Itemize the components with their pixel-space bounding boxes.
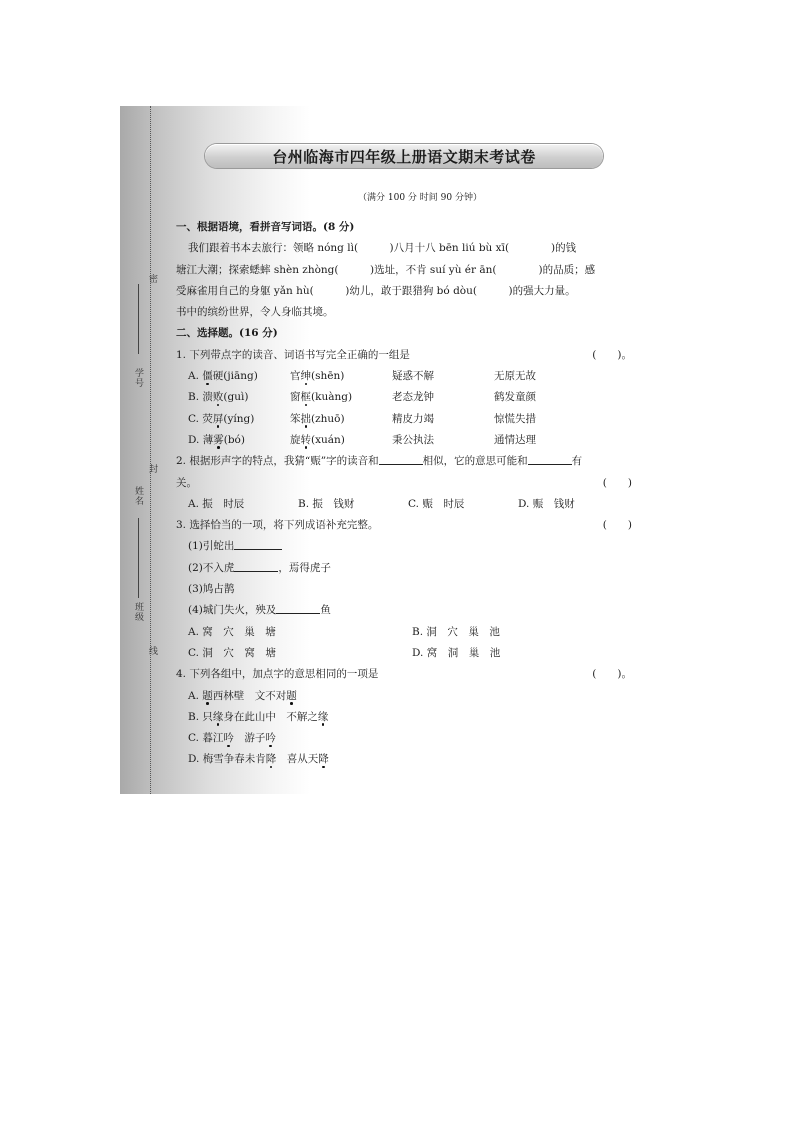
q2-option-a: A. 振 时辰 (188, 497, 245, 510)
q3-item-2: (2)不入虎 ，焉得虎子 (176, 558, 640, 579)
seal-char-xian: 线 (147, 646, 157, 656)
q2-stem-row: 2. 根据形声字的特点，我猜“赈”字的读音和 相似，它的意思可能和 有 (176, 451, 640, 472)
q4-option-c: C. 暮江吟 游子吟 (188, 732, 276, 745)
seal-char-feng: 封 (147, 464, 157, 474)
q2-option-d: D. 赈 钱财 (518, 497, 575, 510)
q4-stem: 4. 下列各组中，加点字的意思相同的一项是 (176, 668, 379, 681)
q3-option-c: C. 洞 穴 窝 塘 (188, 646, 276, 659)
page-title: 台州临海市四年级上册语文期末考试卷 (272, 147, 536, 166)
q2-options (176, 494, 640, 515)
name-label: 姓名 (133, 486, 143, 506)
section1-line-4: 书中的缤纷世界，令人身临其境。 (176, 306, 334, 319)
q4-option-a: A. 题西林壁 文不对题 (188, 689, 297, 702)
exam-content (176, 217, 640, 771)
title-banner (205, 144, 603, 168)
q3-options-row-1 (176, 622, 640, 643)
q4-stem-row (176, 664, 640, 685)
q3-options-row-2 (176, 643, 640, 664)
section1-line-1: 我们跟着书本去旅行：领略 nóng lì( )八月十八 bēn liú bù xī( )的钱 (188, 242, 577, 255)
q3-stem-row (176, 515, 640, 536)
q2-blank-1 (379, 452, 423, 465)
q1-option-b: B. 溃败(guì) 窗框(kuàng) 老态龙钟 鹤发童颜 (188, 391, 536, 404)
q3-item-4: (4)城门失火，殃及 鱼 (176, 600, 640, 621)
q1-option-c: C. 荧屏(yíng) 笨拙(zhuō) 精皮力竭 惊慌失措 (188, 412, 536, 425)
exam-info: （满分 100 分 时间 90 分钟） (358, 193, 482, 203)
student-no-line (138, 284, 139, 354)
q4-option-d: D. 梅雪争春未肯降 喜从天降 (188, 753, 329, 766)
section1-line-2: 塘江大潮；探索蟋蟀 shèn zhòng( )选址，不肯 suí yù ér ān( )的品质；感 (176, 263, 596, 276)
q3-option-b: B. 洞 穴 巢 池 (412, 625, 500, 638)
q1-answer-bracket: ( )。 (592, 348, 632, 361)
q3-answer-bracket: ( ) (602, 519, 632, 532)
q3-item-3: (3)鸠占鹊 (188, 583, 235, 596)
section1-heading: 一、根据语境，看拼音写词语。(8 分) (176, 221, 355, 233)
q3-item-1: (1)引蛇出 (176, 536, 640, 557)
q1-option-a: A. 僵硬(jiāng) 官绅(shēn) 疑惑不解 无原无故 (188, 370, 536, 383)
exam-paper (120, 106, 640, 794)
q2-option-b: B. 振 钱财 (298, 497, 355, 510)
q3-stem: 3. 选择恰当的一项，将下列成语补充完整。 (176, 519, 379, 532)
binding-dotted-line (150, 106, 151, 794)
section2-heading: 二、选择题。(16 分) (176, 327, 278, 340)
q1-stem-row (176, 345, 640, 366)
name-line (138, 518, 139, 598)
q1-option-d: D. 薄雾(bó) 旋转(xuán) 秉公执法 通情达理 (188, 433, 536, 446)
q2-option-c: C. 赈 时辰 (408, 497, 465, 510)
q2-blank-2 (528, 452, 572, 465)
q2-answer-bracket: ( ) (602, 476, 632, 489)
student-no-label: 学号 (133, 368, 143, 388)
q2-stem-row-2: 关。 ( ) (176, 473, 640, 494)
section1-line-3: 受麻雀用自己的身躯 yǎn hù( )幼儿，敢于跟猎狗 bó dòu( )的强大力量。 (176, 284, 576, 297)
q4-option-b: B. 只缘身在此山中 不解之缘 (188, 710, 329, 723)
q1-stem: 1. 下列带点字的读音、词语书写完全正确的一组是 (176, 348, 410, 361)
class-label: 班级 (133, 602, 143, 622)
q3-option-d: D. 窝 洞 巢 池 (412, 646, 501, 659)
q3-option-a: A. 窝 穴 巢 塘 (188, 625, 276, 638)
seal-char-mi: 密 (147, 274, 157, 284)
q4-answer-bracket: ( )。 (592, 668, 632, 681)
